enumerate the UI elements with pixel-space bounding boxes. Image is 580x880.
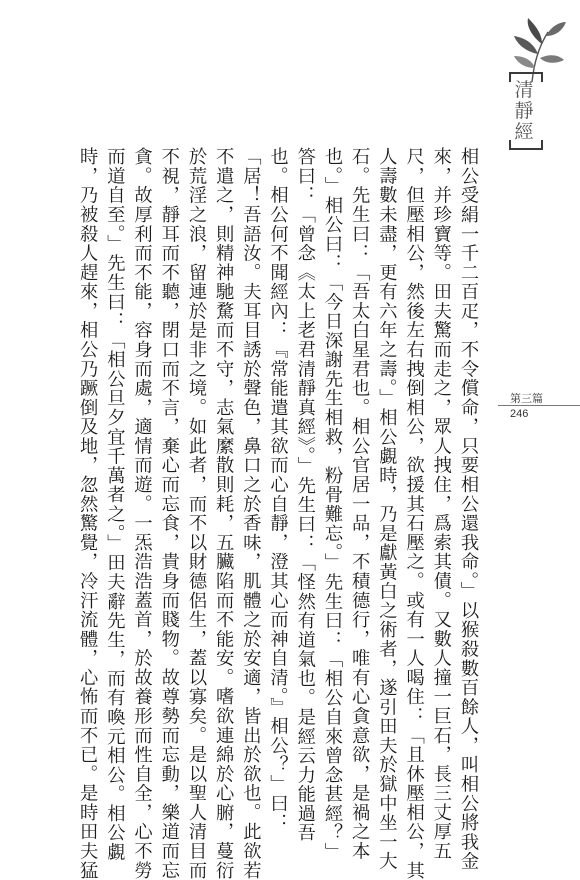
body-text <box>77 147 482 880</box>
text-line: 不遣之，則精神馳騖而不守，志氣縻散則耗，五臟陷而不能安。嗜欲連綿於心腑，蔓衍 <box>213 147 235 880</box>
text-line: 人壽數未盡，更有六年之壽。」相公覷時，乃是獻黃白之術者，遂引田夫於獄中坐一大 <box>376 147 398 871</box>
text-line: 貪。故厚利而不能，容身而處，適情而遊。一炁浩浩蓋首，於故養形而性自全，心不勞 <box>131 147 153 880</box>
text-line: 尺，但壓相公，然後左右拽倒相公，欲援其石壓之。或有一人喝住：「且休壓相公，其 <box>403 147 425 880</box>
text-line: 而道自至。」先生曰：「相公旦夕宜千萬者之。」田夫辭先生，而有喚元相公。相公覷 <box>104 147 126 862</box>
bracket-bottom <box>509 140 543 150</box>
book-title <box>509 78 539 144</box>
chapter-label: 第三篇 <box>510 393 543 405</box>
book-title-char: 清 <box>514 78 534 101</box>
text-line: 也。相公何不聞經內：『常能遣其欲而心自靜，澄其心而神自清。』相公？」曰： <box>267 147 289 833</box>
book-title-char: 經 <box>514 120 534 143</box>
text-line: 石。先生曰：「吾太白星君也。相公官居一品，不積德行，唯有心貪意欲，是禍之本 <box>349 147 371 861</box>
chapter-divider <box>498 405 580 406</box>
text-line: 答曰：「曾念《太上老君清靜真經》。」先生曰：「怪然有道氣也。是經云力能過吾 <box>294 147 316 843</box>
page-number: 246 <box>510 408 529 420</box>
text-line: 「居！吾語汝。夫耳目誘於聲色，鼻口之於香味，肌體之於安適，皆出於欲也。此欲若 <box>240 147 262 880</box>
text-line: 於荒淫之浪，留連於是非之境。如此者，而不以財德侶生，蓋以寡矣。是以聖人清目而 <box>185 147 207 880</box>
text-line: 來，并珍寶等。田夫驚而走之，眾人拽住，爲索其債。又數人撞一巨石，長三丈厚五 <box>430 147 452 861</box>
text-line: 時，乃被殺人趕來，相公乃蹶倒及地，忽然驚覺，冷汗流體，心怖而不已。是時田夫猛 <box>77 147 99 880</box>
book-title-char: 靜 <box>514 99 534 122</box>
text-line: 相公受絹一千二百疋，不令償命，只要相公還我命。」以猴殺數百餘人，叫相公將我金 <box>458 147 479 871</box>
text-line: 也。」相公曰：「今日深謝先生相救，粉骨難忘。」先生曰：「相公自來曾念甚經？」 <box>321 147 343 862</box>
text-line: 不視，靜耳而不聽，閉口而不言，棄心而忘食，貴身而賤物。故尊勢而忘動，樂道而忘 <box>158 147 180 880</box>
book-title-frame <box>509 72 539 150</box>
